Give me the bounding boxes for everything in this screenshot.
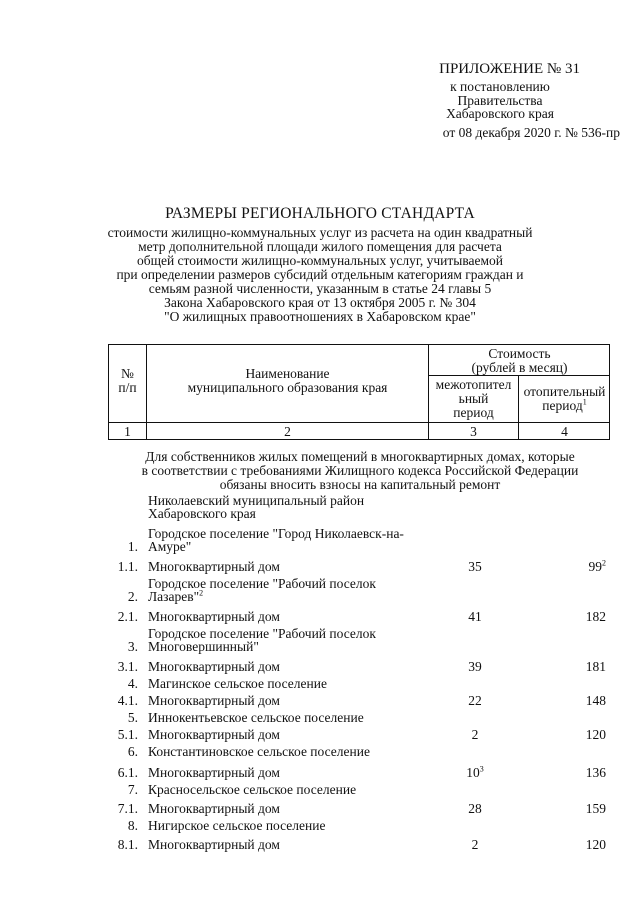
row-name-line: Нигирское сельское поселение	[148, 818, 326, 833]
heating-value: 159	[585, 801, 606, 816]
row-name-line: Многоквартирный дом	[148, 659, 280, 674]
subtitle-line: метр дополнительной площади жилого помещения для расчета	[138, 239, 502, 254]
row-name-line: Многоквартирный дом	[148, 559, 280, 574]
row-number: 6.	[127, 744, 138, 759]
col-index: 4	[561, 424, 568, 439]
row-number: 3.1.	[117, 659, 138, 674]
row-number: 7.	[127, 782, 138, 797]
row-name-line: Многоквартирный дом	[148, 837, 280, 852]
col-heating-line: отопительный	[523, 384, 606, 399]
offseason-value: 2	[471, 727, 479, 742]
col-heating-header	[519, 385, 610, 413]
row-name	[148, 711, 438, 724]
offseason-value: 41	[468, 609, 482, 624]
header-lines	[380, 80, 620, 121]
row-number: 1.	[127, 539, 138, 554]
header-line: Хабаровского края	[446, 106, 554, 121]
row-name-line: Красносельское сельское поселение	[148, 782, 357, 797]
subtitle-line: "О жилищных правоотношениях в Хабаровском крае"	[164, 309, 476, 324]
heating-value: 182	[585, 609, 606, 624]
row-number: 2.1.	[117, 609, 138, 624]
row-name	[148, 677, 438, 690]
row-number: 2.	[127, 589, 138, 604]
col-number-line: п/п	[118, 380, 137, 395]
row-name	[148, 766, 438, 779]
row-name-line: Многоквартирный дом	[148, 693, 280, 708]
footnote-mark: 2	[199, 588, 204, 598]
row-number: 7.1.	[117, 801, 138, 816]
col-heating-line: период$^1$	[542, 397, 587, 413]
document-title: РАЗМЕРЫ РЕГИОНАЛЬНОГО СТАНДАРТА	[165, 205, 475, 222]
row-name-line: Многоквартирный дом	[148, 801, 280, 816]
row-name-line: Городское поселение "Город Николаевск-на-	[148, 526, 404, 541]
row-name	[148, 745, 438, 758]
subtitle-line: семьям разной численности, указанным в статье 24 главы 5	[148, 281, 492, 296]
section-heading	[100, 450, 620, 492]
row-name	[148, 802, 438, 815]
row-name	[148, 494, 438, 520]
row-name-line: Многоквартирный дом	[148, 765, 280, 780]
row-number: 4.	[127, 676, 138, 691]
row-name	[148, 527, 438, 553]
header-line: к постановлению	[450, 79, 550, 94]
row-name	[148, 627, 438, 653]
heating-value: 136	[585, 765, 606, 780]
col-index: 3	[470, 424, 477, 439]
col-index: 1	[124, 424, 131, 439]
row-name-line: Городское поселение "Рабочий поселок	[148, 626, 376, 641]
offseason-value: 28	[468, 801, 482, 816]
row-number: 4.1.	[117, 693, 138, 708]
header-line: Правительства	[457, 92, 543, 108]
col-name-line: Наименование	[245, 366, 330, 381]
section-line: обязаны вносить взносы на капитальный ремонт	[219, 477, 501, 492]
row-name	[148, 838, 438, 851]
row-name	[148, 577, 438, 603]
row-name	[148, 610, 438, 623]
row-name-line: Амуре"	[148, 539, 192, 554]
row-name-line: Лазарев"$^2$	[148, 588, 204, 604]
document-subtitle	[80, 226, 560, 324]
row-name-line: Иннокентьевское сельское поселение	[148, 710, 364, 725]
col-index: 2	[284, 424, 291, 439]
col-cost-header	[429, 347, 610, 375]
row-name	[148, 783, 438, 796]
col-offseason-line: межотопител	[435, 377, 512, 392]
row-number: 5.1.	[117, 727, 138, 742]
row-number: 1.1.	[117, 559, 138, 574]
col-name-line: муниципального образования края	[187, 380, 388, 395]
decree-date: от 08 декабря 2020 г. № 536-пр	[442, 125, 620, 140]
footnote-mark: 3	[479, 764, 484, 774]
table-divider	[428, 375, 610, 376]
row-name	[148, 560, 438, 573]
footnote-mark: 2	[602, 558, 606, 568]
section-line: Для собственников жилых помещений в многоквартирных домах, которые	[145, 449, 575, 464]
col-cost-line: (рублей в месяц)	[471, 360, 568, 375]
heating-value: $99^2$	[588, 558, 606, 574]
table-divider	[109, 422, 609, 423]
row-name-line: Городское поселение "Рабочий поселок	[148, 576, 376, 591]
section-line: в соответствии с требованиями Жилищного кодекса Российской Федерации	[141, 463, 579, 478]
row-number: 5.	[127, 710, 138, 725]
col-offseason-header	[429, 378, 518, 420]
subtitle-line: при определении размеров субсидий отдельным категориям граждан и	[116, 267, 524, 282]
heating-value: 148	[585, 693, 606, 708]
subtitle-line: стоимости жилищно-коммунальных услуг из расчета на один квадратный	[107, 225, 533, 240]
offseason-value: 2	[471, 837, 479, 852]
row-number: 8.1.	[117, 837, 138, 852]
heating-value: 120	[585, 837, 606, 852]
row-name-line: Многовершинный"	[148, 639, 259, 654]
row-name-line: Многоквартирный дом	[148, 727, 280, 742]
row-number: 6.1.	[117, 765, 138, 780]
offseason-value: 22	[468, 693, 482, 708]
offseason-value: 35	[468, 559, 482, 574]
col-offseason-line: ьный	[458, 391, 489, 406]
col-cost-line: Стоимость	[488, 346, 551, 361]
row-name-line: Николаевский муниципальный район	[148, 493, 365, 508]
heating-value: 120	[585, 727, 606, 742]
col-offseason-line: период	[453, 405, 494, 420]
row-name-line: Магинское сельское поселение	[148, 676, 327, 691]
col-name-header	[147, 367, 428, 395]
row-name-line: Константиновское сельское поселение	[148, 744, 370, 759]
row-name	[148, 819, 438, 832]
row-name	[148, 728, 438, 741]
footnote-mark: 1	[582, 397, 587, 407]
row-name-line: Многоквартирный дом	[148, 609, 280, 624]
table-header	[108, 344, 610, 440]
row-number: 8.	[127, 818, 138, 833]
subtitle-line: Закона Хабаровского края от 13 октября 2005 г. № 304	[164, 295, 476, 310]
heating-value: 181	[585, 659, 606, 674]
col-number-line: №	[121, 366, 134, 381]
row-name-line: Хабаровского края	[148, 506, 256, 521]
col-number-header	[109, 367, 146, 395]
row-number: 3.	[127, 639, 138, 654]
offseason-value: 39	[468, 659, 482, 674]
appendix-number: ПРИЛОЖЕНИЕ № 31	[439, 61, 580, 77]
row-name	[148, 694, 438, 707]
row-name	[148, 660, 438, 673]
offseason-value: $10^3$	[466, 764, 484, 780]
subtitle-line: общей стоимости жилищно-коммунальных услуг, учитываемой	[136, 253, 504, 268]
